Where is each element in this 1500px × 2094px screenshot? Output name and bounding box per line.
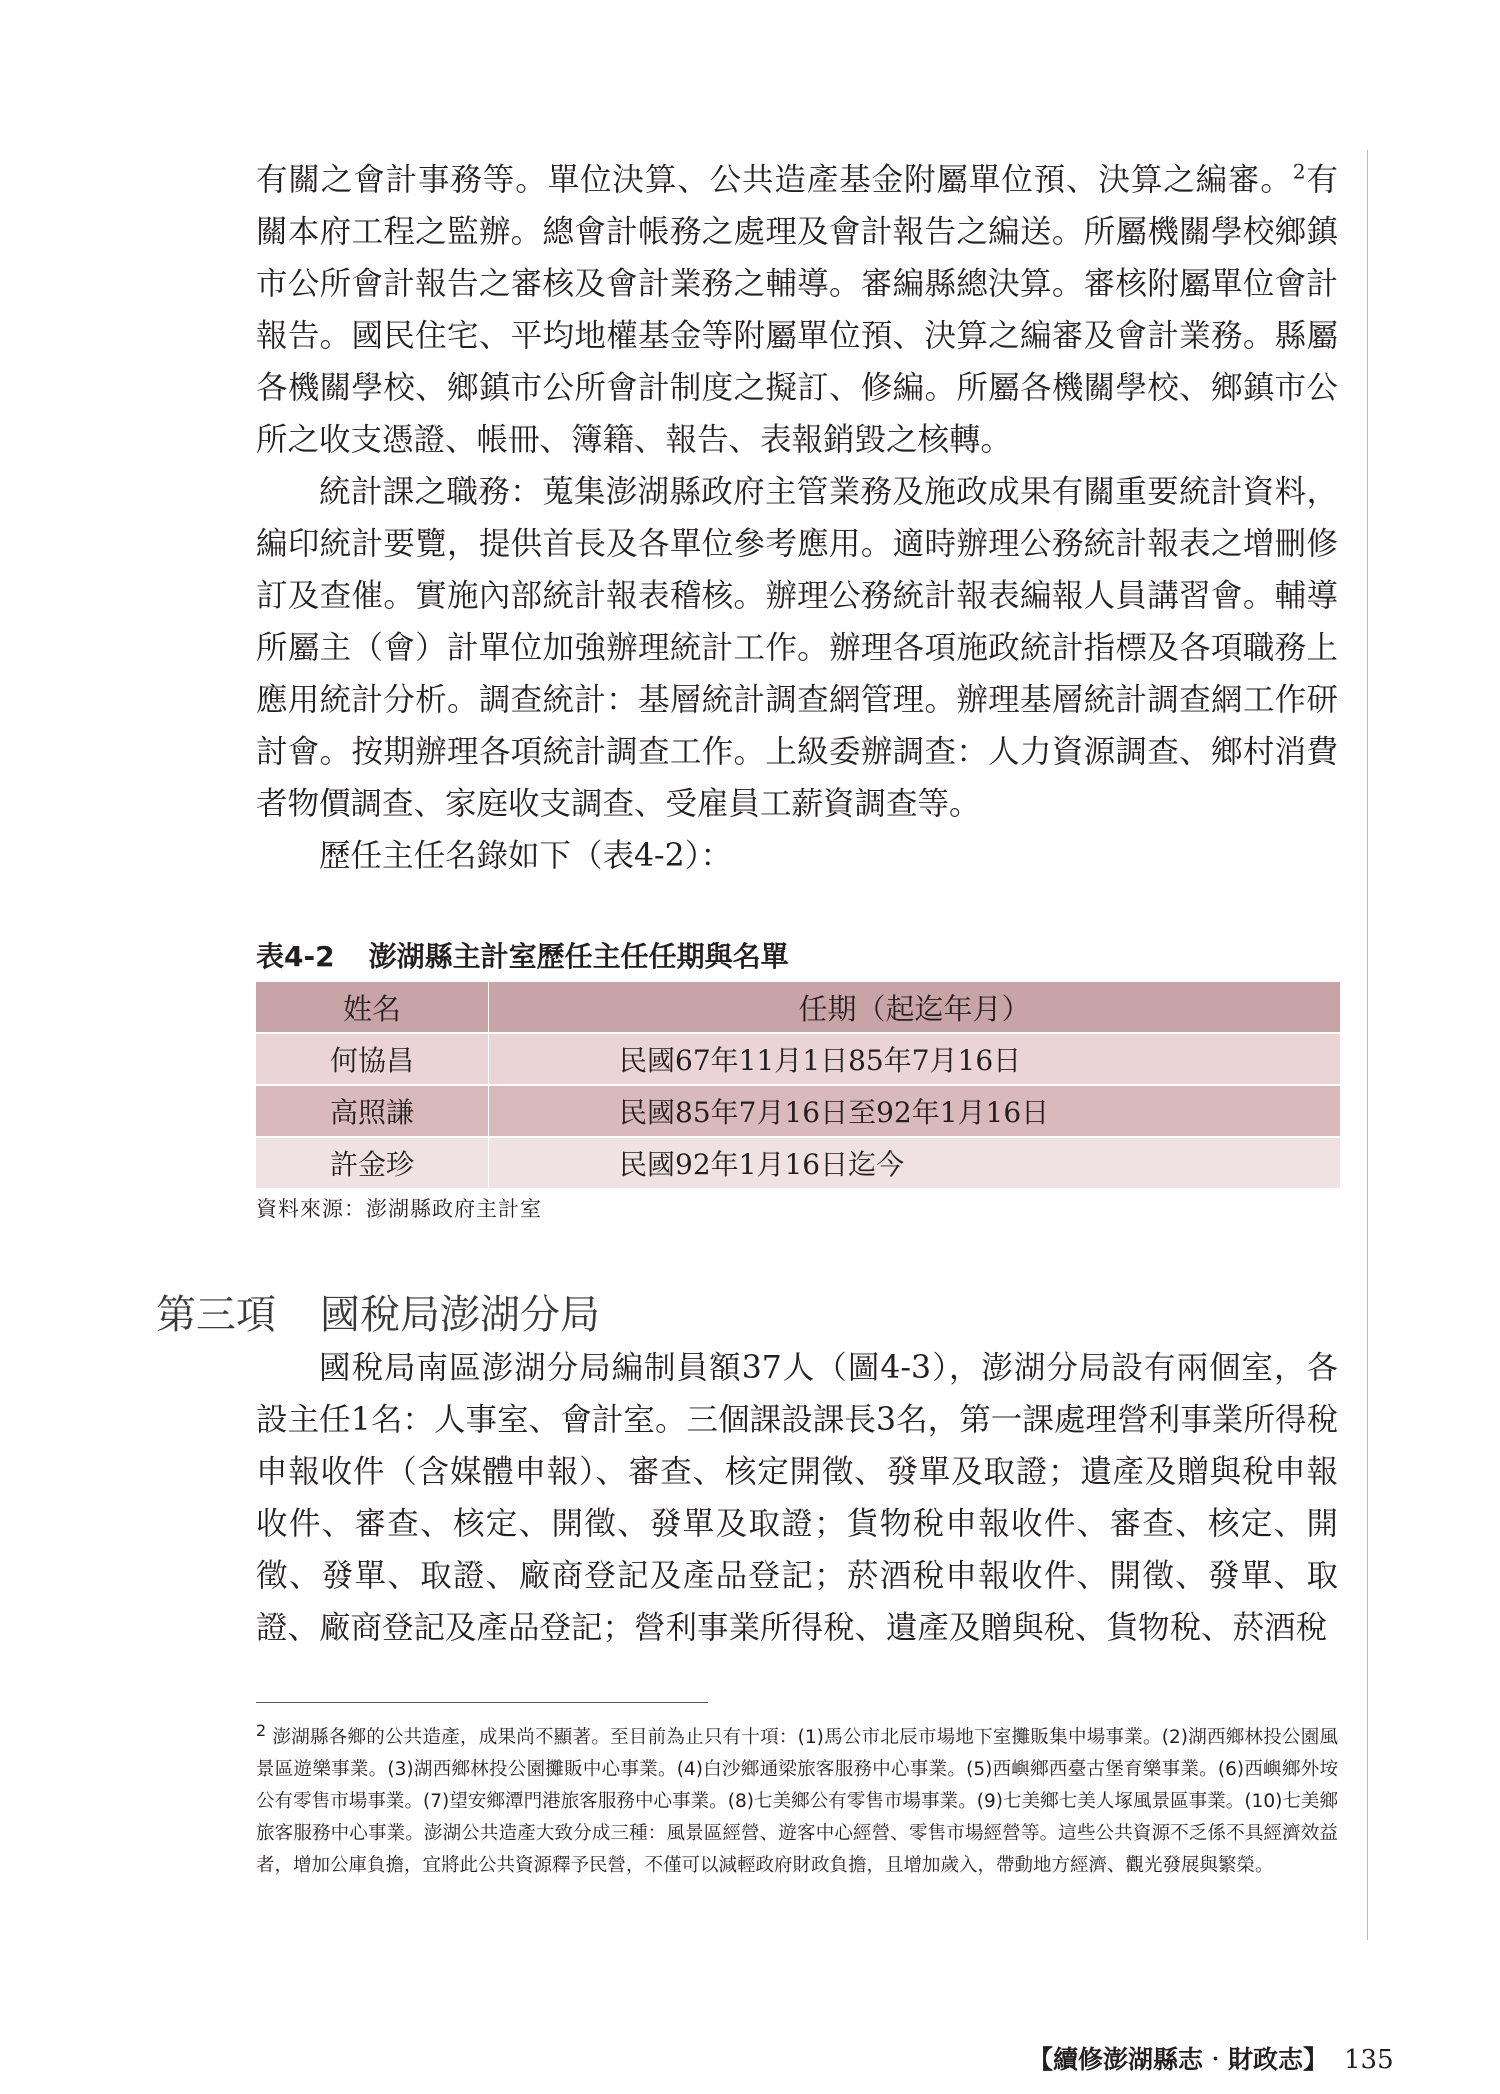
margin-rule: [1367, 150, 1368, 1940]
footnote: [256, 1722, 1338, 1882]
page-footer: [1028, 2040, 1394, 2076]
cell-name: 何協昌: [256, 1033, 489, 1085]
paragraph-accounting: 有關之會計事務等。單位決算、公共造產基金附屬單位預、決算之編審。$^2$有關本府工程之監辦。總會計帳務之處理及會計報告之編送。所屬機關學校鄉鎮市公所會計報告之審核及會計業務之輔導。審編縣總決算。審核附屬單位會計報告。國民住宅、平均地權基金等附屬單位預、決算之編審及會計業務。縣屬各機關學校、鄉鎮市公所會計制度之擬訂、修編。所屬各機關學校、鄉鎮市公所之收支憑證、帳冊、簿籍、報告、表報銷毀之核轉。: [256, 159, 1338, 458]
paragraph-directors-intro: 歷任主任名錄如下（表4-2）：: [319, 838, 732, 874]
footnote-ref[interactable]: 2: [1292, 159, 1306, 184]
table-source: 資料來源：澎湖縣政府主計室: [256, 1197, 542, 1221]
cell-term: 民國92年1月16日迄今: [489, 1137, 1341, 1188]
body-text-bottom: [256, 1342, 1338, 1654]
body-text-top: [256, 154, 1338, 882]
footnote-mark: 2: [256, 1720, 267, 1740]
cell-term: 民國67年11月1日85年7月16日: [489, 1033, 1341, 1085]
directors-table: [256, 982, 1340, 1188]
footnote-divider: [256, 1702, 708, 1703]
paragraph-tax-bureau: 國稅局南區澎湖分局編制員額37人（圖4-3），澎湖分局設有兩個室，各設主任1名：人事室、會計室。三個課設課長3名，第一課處理營利事業所得稅申報收件（含媒體申報）、審查、核定開徵、發單及取證；遺產及贈與稅申報收件、審查、核定、開徵、發單及取證；貨物稅申報收件、審查、核定、開徵、發單、取證、廠商登記及產品登記；菸酒稅申報收件、開徵、發單、取證、廠商登記及產品登記；營利事業所得稅、遺產及贈與稅、貨物稅、菸酒稅: [256, 1350, 1338, 1646]
page-number: 135: [1344, 2045, 1394, 2075]
cell-term: 民國85年7月16日至92年1月16日: [489, 1085, 1341, 1137]
header-term: 任期（起迄年月）: [489, 982, 1341, 1033]
header-name: 姓名: [256, 982, 489, 1033]
section-title: 國稅局澎湖分局: [320, 1292, 600, 1338]
table-row: [256, 1137, 1340, 1188]
book-title: 【續修澎湖縣志‧財政志】: [1028, 2045, 1329, 2074]
table-row: [256, 1085, 1340, 1137]
section-number: 第三項: [156, 1292, 276, 1338]
table-caption: [256, 935, 789, 975]
table-title: 澎湖縣主計室歷任主任任期與名單: [368, 940, 789, 973]
section-heading: [156, 1283, 600, 1340]
paragraph-statistics: 統計課之職務：蒐集澎湖縣政府主管業務及施政成果有關重要統計資料，編印統計要覽，提供首長及各單位參考應用。適時辦理公務統計報表之增刪修訂及查催。實施內部統計報表稽核。辦理公務統計報表編報人員講習會。輔導所屬主（會）計單位加強辦理統計工作。辦理各項施政統計指標及各項職務上應用統計分析。調查統計：基層統計調查網管理。辦理基層統計調查網工作研討會。按期辦理各項統計調查工作。上級委辦調查：人力資源調查、鄉村消費者物價調查、家庭收支調查、受雇員工薪資調查等。: [256, 474, 1338, 822]
table-number: 表4-2: [256, 940, 335, 973]
footnote-text: 澎湖縣各鄉的公共造產，成果尚不顯著。至目前為止只有十項：(1)馬公市北辰市場地下室攤販集中場事業。(2)湖西鄉林投公園風景區遊樂事業。(3)湖西鄉林投公園攤販中心事業。(4)白沙鄉通梁旅客服務中心事業。(5)西嶼鄉西臺古堡育樂事業。(6)西嶼鄉外垵公有零售市場事業。(7)望安鄉潭門港旅客服務中心事業。(8)七美鄉公有零售市場事業。(9)七美鄉七美人塚風景區事業。(10)七美鄉旅客服務中心事業。澎湖公共造產大致分成三種：風景區經營、遊客中心經營、零售市場經營等。這些公共資源不乏係不具經濟效益者，增加公庫負擔，宜將此公共資源釋予民營，不僅可以減輕政府財政負擔，且增加歲入，帶動地方經濟、觀光發展與繁榮。: [256, 1727, 1338, 1876]
table-header-row: [256, 982, 1340, 1033]
cell-name: 高照謙: [256, 1085, 489, 1137]
cell-name: 許金珍: [256, 1137, 489, 1188]
table-row: [256, 1033, 1340, 1085]
